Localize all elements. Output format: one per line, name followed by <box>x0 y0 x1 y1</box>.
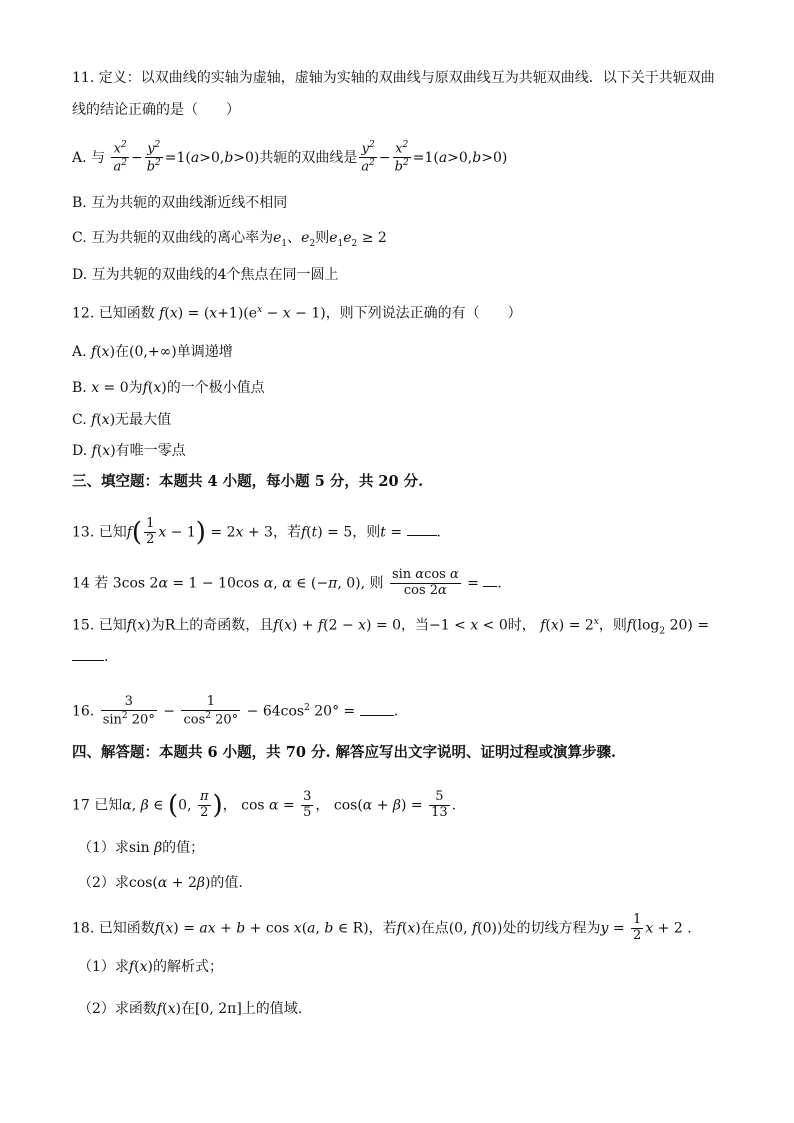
fraction: $\frac{\text{sin αcos α}}{\cos 2\alpha}$ <box>391 567 459 598</box>
fraction: $\frac{1}{2}$ <box>146 516 155 547</box>
section-heading-solutions: 四、解答题：本题共 6 小题，共 70 分. 解答应写出文字说明、证明过程或演算步骤. <box>72 744 617 761</box>
q18-part-2: （2）求函数f(x)在[0, 2π]上的值域. <box>78 1001 303 1017</box>
q12-stem: 12. 已知函数 $f(x) = (x+1)(e^x - x - 1)$，则下列说法正确的有（ ） <box>72 305 522 322</box>
q16-stem: 16. $\frac{3}{\sin^2 20^\circ}$ − $\frac{1}{\cos^2 20^\circ}$ − $64\cos^2$ 20° = . <box>72 694 399 728</box>
fraction: $\frac{\pi}{2}$ <box>199 789 209 820</box>
q11-stem-line1: 11. 定义：以双曲线的实轴为虚轴，虚轴为实轴的双曲线与原双曲线互为共轭双曲线．以下关于共轭双曲 <box>72 70 715 86</box>
q15-stem: 15. 已知f(x)为R上的奇函数，且f(x) + f(2 − x) = 0，当−1 < x < 0时， $f(x) = 2^x$，则$f(\log_2$ 20) = <box>72 617 710 637</box>
fraction: $\frac{y^2}{b^2}$ <box>146 140 161 175</box>
answer-blank <box>407 523 437 536</box>
q11-option-c: C. 互为共轭的双曲线的离心率为$e_1$、$e_2$则$e_1e_2 \ge 2$ <box>72 230 387 249</box>
q13-stem: 13. 已知f( $\frac{1}{2}$ x − 1) = 2x + 3，若f(t) = 5，则t = . <box>72 516 441 548</box>
q14-stem: 14 若 3cos 2α = 1 − 10cos α, α ∈ (−π, 0), 则 $\frac{\text{sin αcos α}}{\cos 2\alpha}$ = . <box>72 567 502 598</box>
answer-blank <box>360 703 394 716</box>
q17-part-2: （2）求cos(α + 2β)的值. <box>78 875 243 891</box>
q12-option-d: D. f(x)有唯一零点 <box>72 443 186 459</box>
q11-stem-line2: 线的结论正确的是（ ） <box>72 102 240 118</box>
fraction: $\frac{1}{\cos^2 20^\circ}$ <box>183 694 239 728</box>
fraction: $\frac{y^2}{a^2}$ <box>361 140 375 175</box>
fraction: $\frac{x^2}{a^2}$ <box>113 140 127 175</box>
q17-stem: 17 已知α, β ∈ (0, $\frac{\pi}{2}$ )， cos α = $\frac{3}{5}$ ， cos(α + β) = $\frac{5}{13}$ . <box>72 789 457 821</box>
fraction: $\frac{5}{13}$ <box>431 789 448 820</box>
fraction: $\frac{3}{5}$ <box>303 789 312 820</box>
fraction: $\frac{1}{2}$ <box>633 912 642 943</box>
section-heading-fill-in: 三、填空题：本题共 4 小题，每小题 5 分，共 20 分. <box>72 473 424 490</box>
q18-stem: 18. 已知函数f(x) = ax + b + cos x(a, b ∈ R)，若f(x)在点(0, f(0))处的切线方程为y = $\frac{1}{2}$ x + 2 . <box>72 912 692 943</box>
q15-answer-line: . <box>72 647 108 667</box>
q17-part-1: （1）求sin β的值； <box>78 840 205 856</box>
fraction: $\frac{3}{\sin^2 20^\circ}$ <box>102 694 155 728</box>
q12-option-c: C. f(x)无最大值 <box>72 412 172 428</box>
q11-option-a-label: A. 与 <box>72 149 106 166</box>
q18-part-1: （1）求f(x)的解析式； <box>78 959 223 975</box>
q11-option-a: A. 与 $\frac{x^2}{a^2}$ − $\frac{y^2}{b^2}$ =1(a>0,b>0)共轭的双曲线是 $\frac{y^2}{a^2}$ − $\frac{x^2}{b^2}$ =1(a>0,b>0) <box>72 140 508 175</box>
fraction: $\frac{x^2}{b^2}$ <box>394 140 409 175</box>
answer-blank <box>72 648 104 661</box>
q12-option-a: A. f(x)在(0,+∞)单调递增 <box>72 344 233 360</box>
answer-blank <box>483 574 497 587</box>
q12-option-b: B. x = 0为f(x)的一个极小值点 <box>72 380 265 396</box>
q11-option-d: D. 互为共轭的双曲线的4个焦点在同一圆上 <box>72 267 339 283</box>
q11-option-b: B. 互为共轭的双曲线渐近线不相同 <box>72 195 288 211</box>
